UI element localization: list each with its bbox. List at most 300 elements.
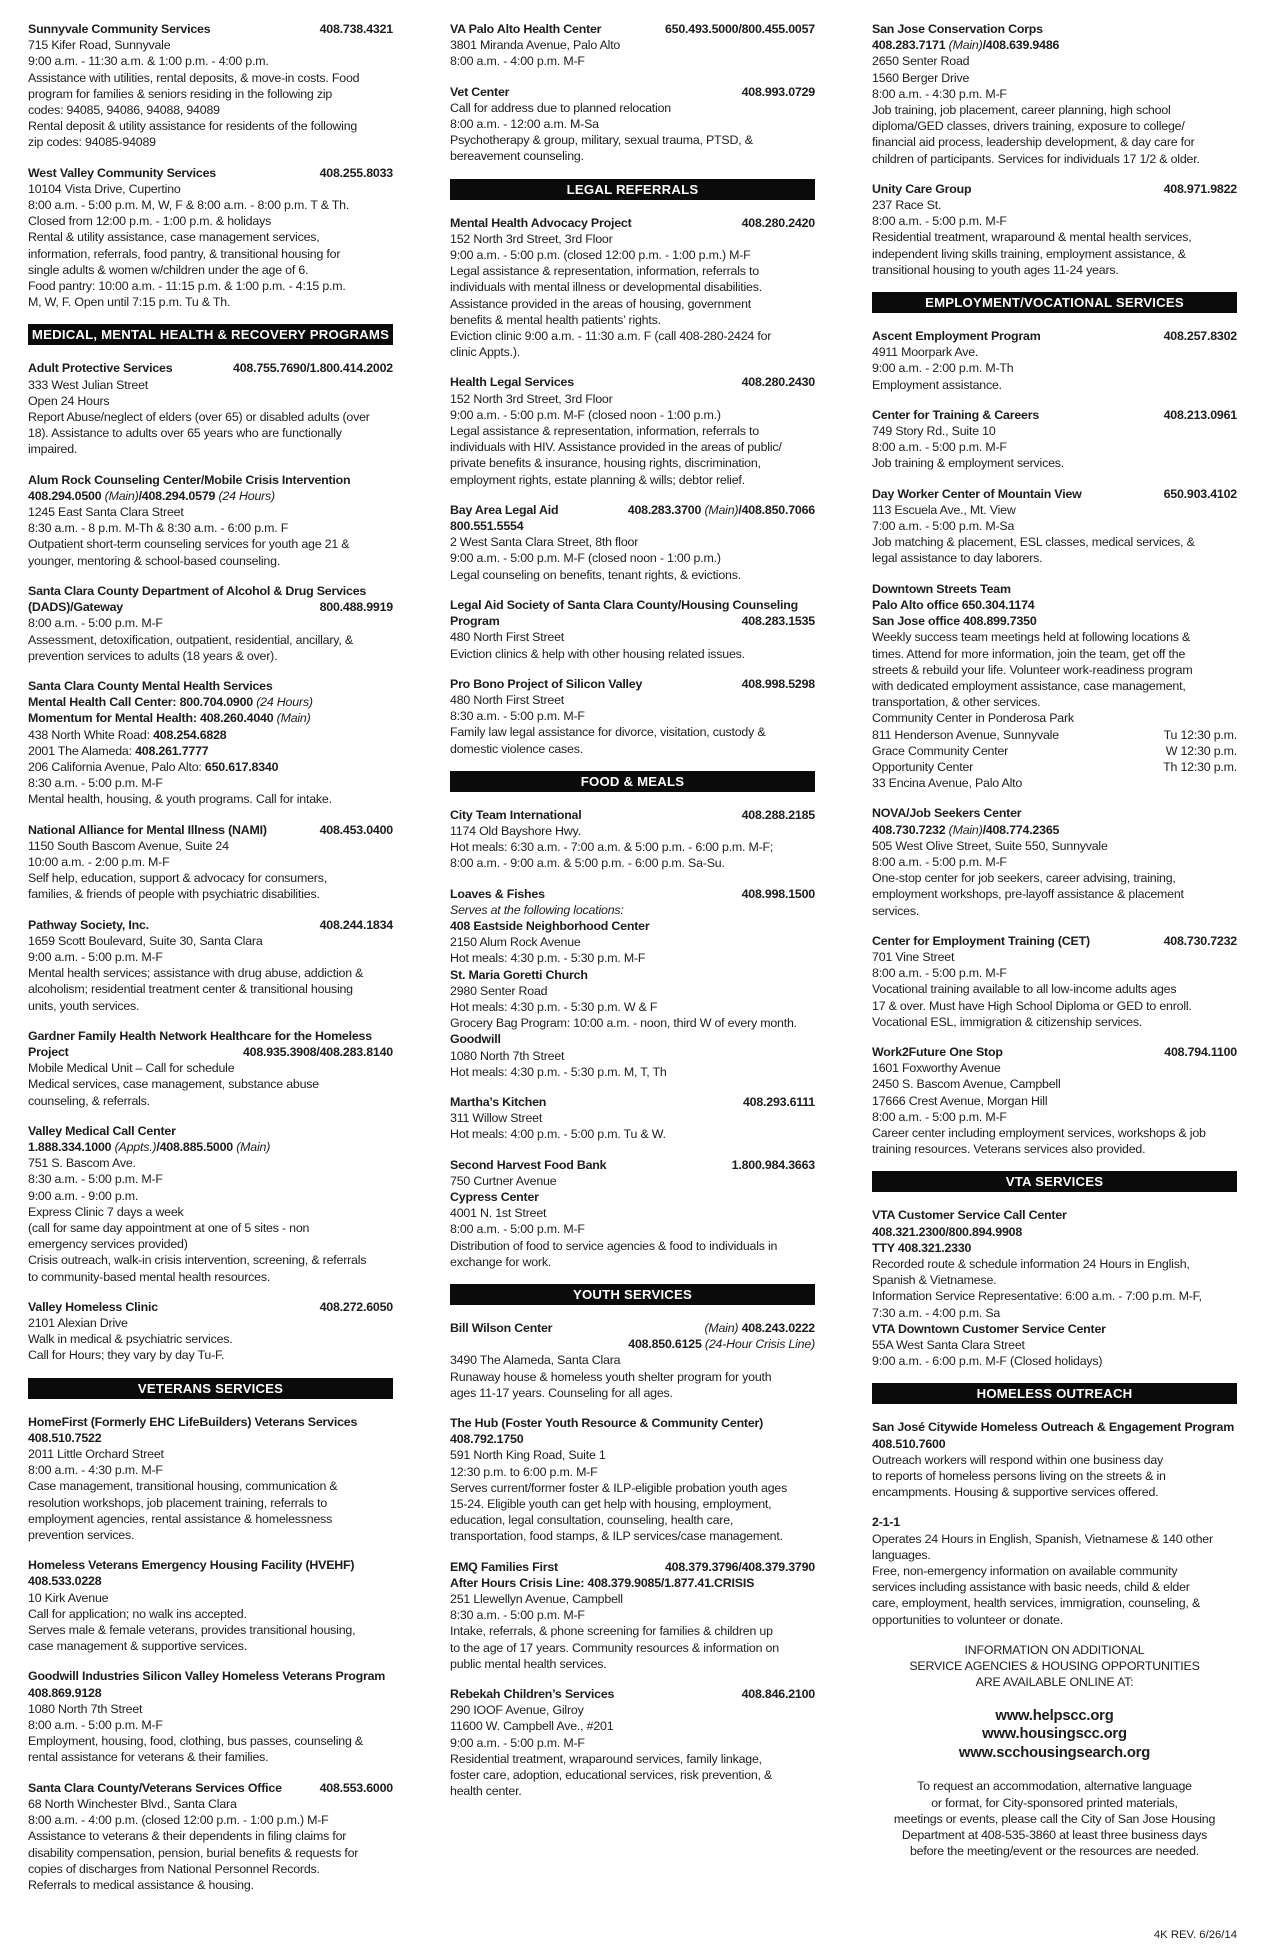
line-left xyxy=(872,950,954,964)
text-segment: 251 Llewellyn Avenue, Campbell xyxy=(450,1592,623,1607)
directory-entry xyxy=(450,21,815,70)
text-line xyxy=(872,678,1237,694)
text-segment: 12:30 p.m. to 6:00 p.m. M-F xyxy=(450,1464,598,1479)
text-line xyxy=(872,86,1237,102)
text-line xyxy=(450,328,815,344)
line-left xyxy=(28,1189,138,1203)
text-line xyxy=(450,1415,815,1431)
line-left xyxy=(872,1485,1158,1499)
line-left xyxy=(28,934,263,948)
text-line xyxy=(28,1749,393,1765)
text-line xyxy=(450,1336,815,1352)
text-segment: services including assistance with basic needs, child & elder xyxy=(872,1580,1190,1595)
text-segment: units, youth services. xyxy=(28,998,140,1013)
text-line xyxy=(450,1320,815,1336)
text-segment: Santa Clara County/Veterans Services Office xyxy=(28,1780,282,1795)
text-line xyxy=(450,918,815,934)
line-left xyxy=(450,1320,552,1336)
spacer xyxy=(872,1762,1237,1778)
text-line xyxy=(872,229,1237,245)
text-line xyxy=(450,983,815,999)
text-segment: 408.510.7600 xyxy=(872,1436,946,1451)
text-line xyxy=(28,488,393,504)
text-line xyxy=(872,518,1237,534)
line-left xyxy=(450,968,588,982)
text-segment: San José Citywide Homeless Outreach & Engagement Program xyxy=(872,1420,1235,1435)
text-line xyxy=(28,229,393,245)
text-segment: 8:00 a.m. - 9:00 a.m. & 5:00 p.m. - 6:00 p.m. Sa-Su. xyxy=(450,856,725,871)
line-left xyxy=(28,1205,184,1219)
text-line xyxy=(28,246,393,262)
line-right xyxy=(314,599,393,615)
text-segment: Family law legal assistance for divorce, visitation, custody & xyxy=(450,725,766,740)
line-left xyxy=(450,424,759,438)
text-segment: 18). Assistance to adults over 65 years who are functionally impaired. xyxy=(28,426,342,457)
text-line xyxy=(872,1256,1237,1272)
line-left xyxy=(872,198,941,212)
text-segment: 9:00 a.m. - 9:00 p.m. xyxy=(28,1188,139,1203)
text-segment: Hot meals: 4:30 p.m. - 5:30 p.m. W & F xyxy=(450,999,658,1014)
text-segment: Loaves & Fishes xyxy=(450,886,545,901)
text-line xyxy=(450,53,815,69)
text-line xyxy=(450,1575,815,1591)
text-segment: To request an accommodation, alternative language xyxy=(917,1779,1192,1794)
line-right xyxy=(659,21,815,37)
text-segment: counseling, & referrals. xyxy=(28,1093,150,1108)
line-left xyxy=(28,1718,163,1732)
text-line xyxy=(28,1155,393,1171)
text-segment: 408.321.2300/800.894.9908 xyxy=(872,1224,1023,1239)
line-right xyxy=(1157,759,1237,775)
text-line xyxy=(28,710,393,726)
text-segment: Santa Clara County Mental Health Services xyxy=(28,678,273,693)
line-left xyxy=(450,117,599,131)
line-left xyxy=(450,1222,585,1236)
text-line xyxy=(872,1674,1237,1690)
line-left xyxy=(872,345,978,359)
text-segment: 505 West Olive Street, Suite 550, Sunnyvale xyxy=(872,838,1108,853)
line-left xyxy=(450,1448,606,1462)
text-segment: times. Attend for more information, join the team, get off the xyxy=(872,646,1186,661)
line-left xyxy=(450,919,649,933)
text-line xyxy=(28,1796,393,1812)
text-segment: 2450 S. Bascom Avenue, Campbell xyxy=(872,1077,1061,1092)
line-left xyxy=(872,152,1200,166)
text-line xyxy=(450,692,815,708)
text-line xyxy=(450,1783,815,1799)
line-left xyxy=(28,1270,270,1284)
text-segment: SERVICE AGENCIES & HOUSING OPPORTUNITIES xyxy=(909,1659,1200,1674)
text-line xyxy=(28,21,393,37)
text-line xyxy=(450,950,815,966)
line-left xyxy=(872,663,1192,677)
text-line xyxy=(450,1238,815,1254)
text-segment: 8:30 a.m. - 5:00 p.m. M-F xyxy=(28,1172,163,1187)
text-line xyxy=(28,998,393,1014)
line-left xyxy=(872,551,1042,565)
text-segment: 1601 Foxworthy Avenue xyxy=(872,1061,1001,1076)
line-left xyxy=(872,839,1108,853)
line-left xyxy=(872,1094,1047,1108)
line-right xyxy=(1158,727,1237,743)
text-line xyxy=(450,807,815,823)
line-right xyxy=(314,1780,393,1796)
line-left xyxy=(995,1709,1113,1723)
line-left xyxy=(28,1734,363,1748)
text-segment: 749 Story Rd., Suite 10 xyxy=(872,424,996,439)
text-segment: Employment, housing, food, clothing, bus passes, counseling & xyxy=(28,1734,363,1749)
line-left xyxy=(872,1273,996,1287)
line-left xyxy=(450,840,773,854)
text-segment: 408.998.5298 xyxy=(741,676,815,691)
text-line xyxy=(28,409,393,425)
text-line xyxy=(28,1812,393,1828)
line-right xyxy=(698,1320,815,1336)
line-left xyxy=(872,1015,1142,1029)
text-segment: San Jose office 408.899.7350 xyxy=(872,614,1037,629)
text-line xyxy=(872,805,1237,821)
text-segment: 8:30 a.m. - 5:00 p.m. M-F xyxy=(450,709,585,724)
text-segment: public mental health services. xyxy=(450,1656,607,1671)
text-line xyxy=(28,1060,393,1076)
line-left xyxy=(872,776,1022,790)
line-left xyxy=(872,1354,1102,1368)
text-segment: 408.935.3908/408.283.8140 xyxy=(242,1044,393,1059)
text-line xyxy=(450,902,815,918)
text-segment: 8:30 a.m. - 8 p.m. M-Th & 8:30 a.m. - 6:00 p.m. F xyxy=(28,521,289,536)
text-line xyxy=(872,262,1237,278)
text-line xyxy=(450,1048,815,1064)
text-line xyxy=(872,1452,1237,1468)
text-segment: 1.800.984.3663 xyxy=(731,1157,815,1172)
directory-entry xyxy=(450,1686,815,1799)
line-left xyxy=(28,1846,358,1860)
text-segment: 11600 W. Campbell Ave., #201 xyxy=(450,1719,614,1734)
text-line xyxy=(872,1811,1237,1827)
line-left xyxy=(450,1703,584,1717)
text-segment: 7:30 a.m. - 4:00 p.m. Sa xyxy=(872,1305,1001,1320)
line-right xyxy=(1158,933,1237,949)
text-segment: 9:00 a.m. - 5:00 p.m. M-F xyxy=(28,949,163,964)
text-segment: Santa Clara County Department of Alcohol & Drug Services xyxy=(28,583,367,598)
line-left xyxy=(872,1241,971,1255)
text-segment: M, W, F. Open until 7:15 p.m. Tu & Th. xyxy=(28,295,231,310)
line-left xyxy=(28,1558,354,1572)
text-segment: 408.288.2185 xyxy=(741,807,815,822)
text-segment: 333 West Julian Street xyxy=(28,377,149,392)
text-segment: 438 North White Road: xyxy=(28,727,154,742)
text-segment: Vocational training available to all low-income adults ages xyxy=(872,982,1177,997)
line-left xyxy=(872,630,1190,644)
line-left xyxy=(28,1332,233,1346)
text-segment: 408.280.2420 xyxy=(741,215,815,230)
line-left xyxy=(872,1110,1007,1124)
text-line xyxy=(28,1446,393,1462)
text-line xyxy=(28,278,393,294)
line-left xyxy=(450,54,585,68)
line-left xyxy=(872,54,969,68)
text-line xyxy=(450,502,815,518)
line-left xyxy=(450,568,741,582)
text-line xyxy=(872,1014,1237,1030)
text-line xyxy=(450,1702,815,1718)
line-left xyxy=(872,887,1184,901)
text-segment: single adults & women w/children under the age of 6. xyxy=(28,262,309,277)
text-line xyxy=(872,613,1237,629)
text-segment: Project xyxy=(28,1044,69,1059)
line-left xyxy=(28,917,149,933)
text-line xyxy=(872,629,1237,645)
text-segment: Department at 408-535-3860 at least three business days xyxy=(901,1827,1208,1842)
text-segment: information, referrals, food pantry, & transitional housing for xyxy=(28,246,341,261)
line-right xyxy=(237,1044,393,1060)
text-line xyxy=(872,1547,1237,1563)
text-line xyxy=(450,1718,815,1734)
text-segment: Food pantry: 10:00 a.m. - 11:15 p.m. & 1:00 p.m. - 4:15 p.m. xyxy=(28,279,346,294)
line-left xyxy=(872,647,1185,661)
line-right xyxy=(659,1559,815,1575)
text-line xyxy=(450,1447,815,1463)
directory-entry xyxy=(450,374,815,487)
text-line xyxy=(28,822,393,838)
text-segment: 8:00 a.m. - 5:00 p.m. M-F xyxy=(872,214,1007,229)
text-line xyxy=(28,583,393,599)
text-line xyxy=(872,933,1237,949)
text-line xyxy=(28,1828,393,1844)
line-left xyxy=(450,1000,657,1014)
text-line xyxy=(450,839,815,855)
line-left xyxy=(872,535,1195,549)
text-line xyxy=(28,1430,393,1446)
text-segment: 751 S. Bascom Ave. xyxy=(28,1156,136,1171)
section-header: MEDICAL, MENTAL HEALTH & RECOVERY PROGRAMS xyxy=(28,324,393,345)
text-segment: 8:00 a.m. - 4:30 p.m. M-F xyxy=(28,1463,163,1478)
text-line xyxy=(28,1780,393,1796)
text-line xyxy=(450,344,815,360)
text-line xyxy=(872,502,1237,518)
text-line xyxy=(872,1224,1237,1240)
text-line xyxy=(28,102,393,118)
text-line xyxy=(28,86,393,102)
line-left xyxy=(872,181,971,197)
text-line xyxy=(872,1707,1237,1726)
text-segment: Call for address due to planned relocation xyxy=(450,100,671,115)
text-line xyxy=(450,1369,815,1385)
text-line xyxy=(872,775,1237,791)
line-left xyxy=(872,1077,1061,1091)
text-line xyxy=(450,1496,815,1512)
text-line xyxy=(872,246,1237,262)
text-segment: 8:00 a.m. - 5:00 p.m. M-F xyxy=(450,1222,585,1237)
line-left xyxy=(902,1828,1207,1842)
line-left xyxy=(450,21,601,37)
text-line xyxy=(450,741,815,757)
text-segment: Case management, transitional housing, communication & xyxy=(28,1479,338,1494)
text-line xyxy=(872,197,1237,213)
text-segment: Mental health, housing, & youth programs. Call for intake. xyxy=(28,792,332,807)
text-segment: codes: 94085, 94086, 94088, 94089 xyxy=(28,103,220,118)
text-line xyxy=(450,1735,815,1751)
line-left xyxy=(450,676,642,692)
line-left xyxy=(931,1796,1178,1810)
text-segment: legal assistance to day laborers. xyxy=(872,551,1043,566)
line-left xyxy=(872,871,1176,885)
text-segment: case management & supportive services. xyxy=(28,1639,247,1654)
line-left xyxy=(872,71,969,85)
text-segment: 113 Escuela Ave., Mt. View xyxy=(872,502,1016,517)
line-left xyxy=(450,1465,597,1479)
text-line xyxy=(450,676,815,692)
text-segment: Opportunity Center xyxy=(872,759,974,774)
line-left xyxy=(450,329,771,343)
text-line xyxy=(872,455,1237,471)
section-header: LEGAL REFERRALS xyxy=(450,179,815,200)
text-segment: 408.255.8033 xyxy=(319,165,393,180)
line-left xyxy=(28,1797,237,1811)
line-left xyxy=(872,695,1040,709)
line-left xyxy=(28,279,346,293)
line-left xyxy=(872,1437,945,1451)
line-right xyxy=(1158,181,1237,197)
text-line xyxy=(450,1094,815,1110)
line-left xyxy=(872,486,1082,502)
line-left xyxy=(28,1639,247,1653)
text-segment: 4001 N. 1st Street xyxy=(450,1206,547,1221)
line-left xyxy=(28,1574,101,1588)
text-segment: 1174 Old Bayshore Hwy. xyxy=(450,823,581,838)
text-segment: Medical services, case management, substance abuse xyxy=(28,1077,319,1092)
directory-entry xyxy=(28,1123,393,1285)
text-line xyxy=(28,1622,393,1638)
line-left xyxy=(28,489,275,503)
directory-entry xyxy=(28,1780,393,1893)
text-line xyxy=(450,1591,815,1607)
text-segment: 9:00 a.m. - 5:00 p.m. (closed 12:00 p.m. - 1:00 p.m.) M-F xyxy=(450,248,751,263)
text-line xyxy=(450,1254,815,1270)
directory-entry xyxy=(28,21,393,151)
line-left xyxy=(28,871,327,885)
text-segment: Legal assistance & representation, information, referrals to xyxy=(450,264,759,279)
text-line xyxy=(28,1252,393,1268)
text-line xyxy=(28,1717,393,1733)
text-line xyxy=(28,520,393,536)
directory-entry xyxy=(28,583,393,664)
line-left xyxy=(450,935,581,949)
line-left xyxy=(450,38,620,52)
text-line xyxy=(872,581,1237,597)
line-left xyxy=(28,1156,136,1170)
text-line xyxy=(872,1595,1237,1611)
line-right xyxy=(622,502,815,518)
text-segment: zip codes: 94085-94089 xyxy=(28,135,156,150)
line-left xyxy=(450,313,661,327)
text-line xyxy=(28,1638,393,1654)
line-left xyxy=(28,1479,337,1493)
text-segment: 1560 Berger Drive xyxy=(872,70,970,85)
text-line xyxy=(872,1484,1237,1500)
text-segment: Center for Training & Careers xyxy=(872,407,1040,422)
text-segment: 408.738.4321 xyxy=(319,22,393,36)
line-left xyxy=(28,247,340,261)
line-right xyxy=(314,1299,393,1315)
text-segment: 408.850.6125 xyxy=(628,1337,705,1352)
text-segment: 408.261.7777 xyxy=(135,743,209,758)
line-left xyxy=(450,392,613,406)
text-segment: 408.272.6050 xyxy=(319,1299,393,1314)
line-left xyxy=(28,1077,319,1091)
directory-entry xyxy=(450,502,815,583)
text-segment: (Main) xyxy=(704,1321,742,1335)
text-line xyxy=(450,1686,815,1702)
line-left xyxy=(28,1348,224,1362)
text-segment: meetings or events, please call the City of San Jose Housing xyxy=(893,1811,1216,1826)
line-right xyxy=(726,1157,815,1173)
text-segment: 715 Kifer Road, Sunnyvale xyxy=(28,38,171,53)
line-left xyxy=(28,295,230,309)
line-left xyxy=(28,887,320,901)
line-left xyxy=(28,711,311,725)
text-segment: 55A West Santa Clara Street xyxy=(872,1338,1025,1353)
text-segment: Downtown Streets Team xyxy=(872,581,1011,596)
text-segment: Hot meals: 4:00 p.m. - 5:00 p.m. Tu & W. xyxy=(450,1127,666,1142)
text-segment: Day Worker Center of Mountain View xyxy=(872,486,1082,501)
text-segment: 1080 North 7th Street xyxy=(450,1048,565,1063)
text-segment: Martha’s Kitchen xyxy=(450,1094,547,1109)
text-segment: 8:00 a.m. - 5:00 p.m. M-F xyxy=(28,1718,163,1733)
text-segment: encampments. Housing & supportive services offered. xyxy=(872,1485,1159,1500)
text-line xyxy=(28,648,393,664)
text-line xyxy=(450,1221,815,1237)
text-segment: 10104 Vista Drive, Cupertino xyxy=(28,181,181,196)
line-left xyxy=(28,633,353,647)
line-right xyxy=(1158,328,1237,344)
line-left xyxy=(450,807,582,823)
line-left xyxy=(450,280,762,294)
text-segment: Operates 24 Hours in English, Spanish, Vietnamese & 140 other xyxy=(872,1531,1213,1546)
text-segment: 1659 Scott Boulevard, Suite 30, Santa Clara xyxy=(28,933,263,948)
text-line xyxy=(28,981,393,997)
text-segment: Job matching & placement, ESL classes, medical services, & xyxy=(872,535,1195,550)
line-left xyxy=(450,408,721,422)
line-left xyxy=(872,22,1043,36)
line-left xyxy=(450,1432,523,1446)
line-left xyxy=(450,951,645,965)
text-line xyxy=(872,1109,1237,1125)
line-left xyxy=(450,1624,773,1638)
line-right xyxy=(314,822,393,838)
line-left xyxy=(450,1768,772,1782)
line-left xyxy=(959,1746,1150,1760)
text-segment: benefits & mental health patients’ rights. xyxy=(450,312,661,327)
text-segment: Runaway house & homeless youth shelter program for youth xyxy=(450,1369,772,1384)
text-segment: City Team International xyxy=(450,807,582,822)
line-left xyxy=(28,38,170,52)
line-left xyxy=(872,727,1059,743)
text-segment: training resources. Veterans services also provided. xyxy=(872,1142,1146,1157)
text-line xyxy=(450,1623,815,1639)
text-line xyxy=(450,1173,815,1189)
text-line xyxy=(872,1725,1237,1744)
text-segment: Job training, job placement, career planning, high school xyxy=(872,103,1171,118)
directory-entry xyxy=(450,1559,815,1672)
text-segment: Psychotherapy & group, military, sexual trauma, PTSD, & xyxy=(450,133,753,148)
text-line xyxy=(450,597,815,613)
text-segment: (Main) xyxy=(948,822,983,837)
line-left xyxy=(28,1447,164,1461)
line-left xyxy=(28,982,353,996)
text-line xyxy=(872,213,1237,229)
line-left xyxy=(28,214,271,228)
